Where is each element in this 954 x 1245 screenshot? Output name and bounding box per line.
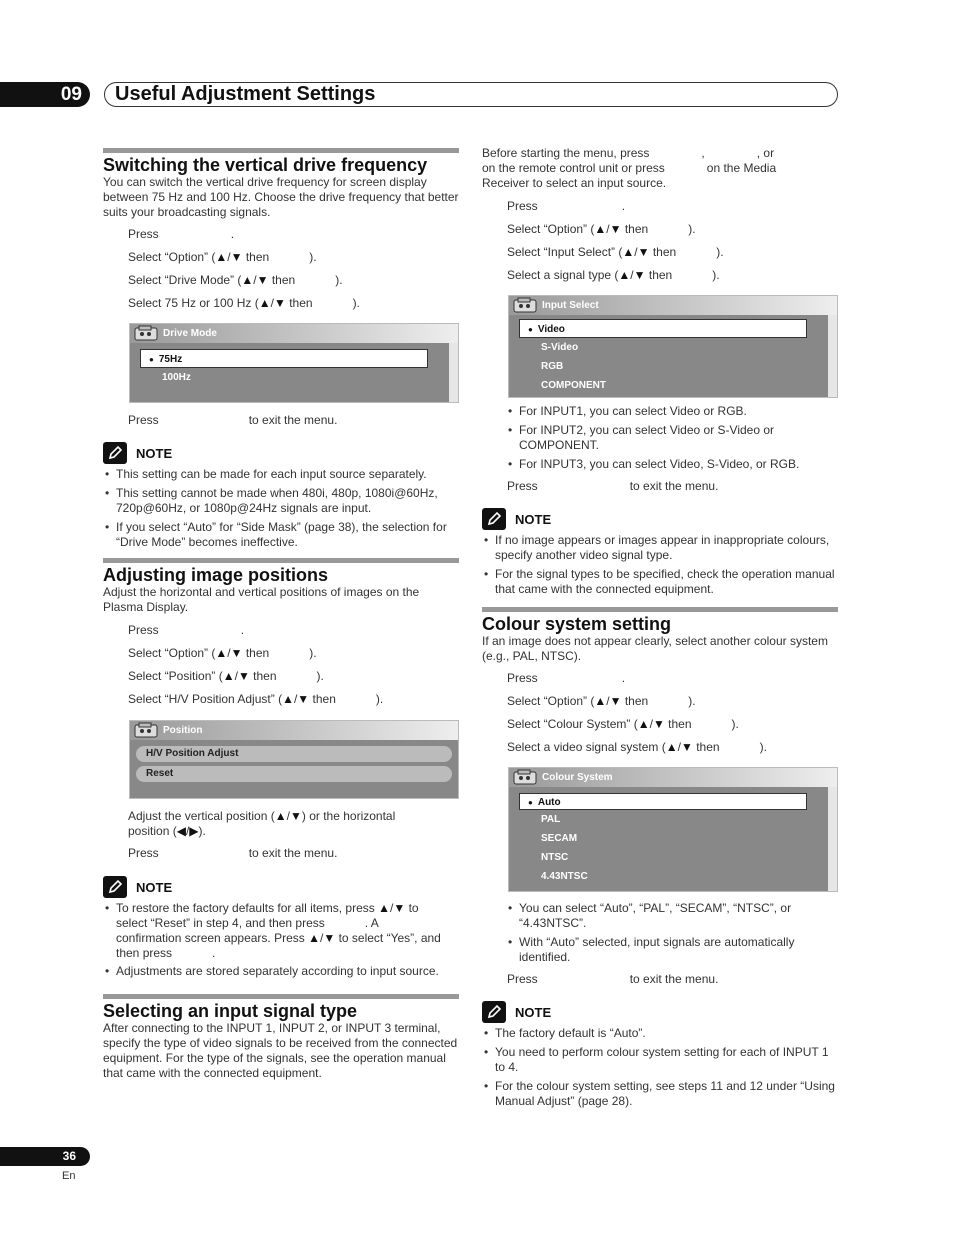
note-item: • This setting cannot be made when 480i, 480p, 1080i@60Hz, 720p@60Hz, or 1080p@24Hz signals are input. [103, 486, 459, 516]
colour-step-1: Press . [507, 671, 626, 685]
note-item: • Adjustments are stored separately according to input source. [103, 964, 459, 979]
section-divider [103, 148, 459, 153]
left-arrow-icon: ◀ [176, 824, 186, 838]
down-arrow-icon: ▼ [237, 669, 250, 683]
drive-step-3: Select “Drive Mode” (▲/▼ then ). [128, 273, 343, 287]
down-arrow-icon: ▼ [256, 273, 269, 287]
chapter-title: Useful Adjustment Settings [115, 83, 376, 105]
down-arrow-icon: ▼ [633, 268, 646, 282]
up-arrow-icon: ▲ [241, 273, 254, 287]
signal-step-1: Press . [507, 199, 626, 213]
up-arrow-icon: ▲ [594, 222, 607, 236]
signal-step-3: Select “Input Select” (▲/▼ then ). [507, 245, 724, 259]
input-select-menu-screen [508, 295, 838, 398]
up-arrow-icon: ▲ [618, 268, 631, 282]
note-heading: NOTE [103, 442, 459, 464]
info-item: • You can select “Auto”, “PAL”, “SECAM”, “NTSC”, or “4.43NTSC”. [482, 901, 838, 931]
down-arrow-icon: ▼ [609, 694, 622, 708]
drive-step-2: Select “Option” (▲/▼ then ). [128, 250, 317, 264]
up-arrow-icon: ▲ [258, 296, 271, 310]
position-menu-screen [129, 720, 459, 799]
info-item: • With “Auto” selected, input signals are automatically identified. [482, 935, 838, 965]
drive-step-5: Press to exit the menu. [128, 413, 338, 427]
down-arrow-icon: ▼ [289, 809, 302, 823]
colour-step-2: Select “Option” (▲/▼ then ). [507, 694, 696, 708]
drive-step-4: Select 75 Hz or 100 Hz (▲/▼ then ). [128, 296, 360, 310]
up-arrow-icon: ▲ [308, 931, 320, 945]
info-item: • For INPUT3, you can select Video, S-Video, or RGB. [482, 457, 838, 472]
note-item: • If no image appears or images appear in inappropriate colours, specify another video signal type. [482, 533, 838, 563]
osd-item[interactable]: NTSC [541, 852, 569, 863]
up-arrow-icon: ▲ [594, 694, 607, 708]
signal-pre: Before starting the menu, press , , or on the remote control unit or press on the Media Receiver to select an input source. [482, 146, 777, 190]
up-arrow-icon: ▲ [378, 901, 391, 915]
down-arrow-icon: ▼ [230, 250, 243, 264]
down-arrow-icon: ▼ [609, 222, 622, 236]
osd-title: Input Select [542, 300, 599, 311]
position-step-4: Select “H/V Position Adjust” (▲/▼ then ). [128, 692, 384, 706]
osd-item[interactable]: PAL [541, 814, 561, 825]
menu-screen-icon [513, 297, 539, 314]
osd-item[interactable]: COMPONENT [541, 380, 606, 391]
osd-title: Colour System [542, 772, 613, 783]
down-arrow-icon: ▼ [230, 646, 243, 660]
note-item: • If you select “Auto” for “Side Mask” (page 38), the selection for “Drive Mode” becomes ineffective. [103, 520, 459, 550]
menu-screen-icon [513, 769, 539, 786]
note-item: • For the signal types to be specified, check the operation manual that came with the connected equipment. [482, 567, 838, 597]
note-item: • For the colour system setting, see steps 11 and 12 under “Using Manual Adjust” (page 28). [482, 1079, 838, 1109]
colour-system-menu-screen [508, 767, 838, 892]
up-arrow-icon: ▲ [637, 717, 650, 731]
down-arrow-icon: ▼ [273, 296, 286, 310]
down-arrow-icon: ▼ [323, 931, 336, 945]
page-number: 36 [0, 1147, 90, 1166]
page-language: En [62, 1170, 76, 1182]
up-arrow-icon: ▲ [274, 809, 287, 823]
position-step-3: Select “Position” (▲/▼ then ). [128, 669, 324, 683]
position-step-6: Press to exit the menu. [128, 846, 338, 860]
down-arrow-icon: ▼ [637, 245, 650, 259]
section-divider [482, 607, 838, 612]
osd-item[interactable]: Reset [136, 766, 452, 782]
position-intro: Adjust the horizontal and vertical positions of images on the Plasma Display. [103, 585, 420, 614]
section-divider [103, 558, 459, 563]
info-item: • For INPUT2, you can select Video or S-Video or COMPONENT. [482, 423, 838, 453]
note-heading: NOTE [482, 1001, 838, 1023]
section-title-colour: Colour system setting [482, 614, 672, 634]
down-arrow-icon: ▼ [393, 901, 406, 915]
note-heading: NOTE [103, 876, 459, 898]
note-item: • You need to perform colour system setting for each of INPUT 1 to 4. [482, 1045, 838, 1075]
osd-item[interactable]: 100Hz [162, 372, 191, 383]
osd-title: Drive Mode [163, 328, 217, 339]
osd-item[interactable]: H/V Position Adjust [136, 746, 452, 762]
menu-screen-icon [134, 325, 160, 342]
position-step-2: Select “Option” (▲/▼ then ). [128, 646, 317, 660]
osd-item-selected[interactable]: ● 75Hz [140, 349, 428, 368]
menu-screen-icon [134, 722, 160, 739]
down-arrow-icon: ▼ [297, 692, 310, 706]
left-column [103, 148, 459, 1081]
section-title-signal: Selecting an input signal type [103, 1001, 358, 1021]
osd-item[interactable]: SECAM [541, 833, 578, 844]
pencil-note-icon [482, 508, 506, 530]
right-arrow-icon: ▶ [189, 824, 199, 838]
osd-item-selected[interactable]: ● Auto [519, 793, 807, 810]
osd-item[interactable]: 4.43NTSC [541, 871, 588, 882]
right-column [482, 146, 838, 1109]
up-arrow-icon: ▲ [222, 669, 235, 683]
chapter-title-frame [104, 82, 838, 107]
drive-intro: You can switch the vertical drive frequency for screen display between 75 Hz and 100 Hz. Choose the drive frequency that better suits your broadcasting signals. [103, 175, 459, 219]
signal-step-2: Select “Option” (▲/▼ then ). [507, 222, 696, 236]
info-item: • For INPUT1, you can select Video or RGB. [482, 404, 838, 419]
osd-title: Position [163, 725, 203, 736]
position-step-5: Adjust the vertical position (▲/▼) or the horizontal position (◀/▶). [128, 809, 396, 838]
colour-step-3: Select “Colour System” (▲/▼ then ). [507, 717, 739, 731]
note-item: • This setting can be made for each input source separately. [103, 467, 459, 482]
note-heading: NOTE [482, 508, 838, 530]
up-arrow-icon: ▲ [665, 740, 678, 754]
down-arrow-icon: ▼ [680, 740, 693, 754]
pencil-note-icon [103, 442, 127, 464]
up-arrow-icon: ▲ [215, 646, 228, 660]
pencil-note-icon [482, 1001, 506, 1023]
section-divider [103, 994, 459, 999]
down-arrow-icon: ▼ [652, 717, 665, 731]
chapter-number: 09 [0, 82, 90, 107]
signal-intro: After connecting to the INPUT 1, INPUT 2, or INPUT 3 terminal, specify the type of video signals to be received from the connected equipment. For the type of the signals, see the operation manual that came with the connected equipment. [103, 1021, 458, 1080]
up-arrow-icon: ▲ [282, 692, 294, 706]
signal-step-5: Press to exit the menu. [507, 479, 719, 493]
drive-mode-menu-screen [129, 323, 459, 403]
drive-step-1: Press . [128, 227, 235, 241]
colour-intro: If an image does not appear clearly, select another colour system (e.g., PAL, NTSC). [482, 634, 828, 663]
note-item: • The factory default is “Auto”. [482, 1026, 838, 1041]
position-step-1: Press . [128, 623, 245, 637]
osd-item[interactable]: S-Video [541, 342, 579, 353]
colour-step-5: Press to exit the menu. [507, 972, 719, 986]
colour-step-4: Select a video signal system (▲/▼ then ). [507, 740, 767, 754]
up-arrow-icon: ▲ [215, 250, 228, 264]
section-title-position: Adjusting image positions [103, 565, 329, 585]
osd-item[interactable]: RGB [541, 361, 564, 372]
up-arrow-icon: ▲ [622, 245, 635, 259]
osd-item-selected[interactable]: ● Video [519, 319, 807, 338]
note-item: • To restore the factory defaults for all items, press ▲/▼ to select “Reset” in step 4, and then press . A confirmation screen appears. Press ▲/▼ to select “Yes”, and then press . [103, 901, 459, 961]
pencil-note-icon [103, 876, 127, 898]
signal-step-4: Select a signal type (▲/▼ then ). [507, 268, 720, 282]
section-title-drive: Switching the vertical drive frequency [103, 155, 428, 175]
